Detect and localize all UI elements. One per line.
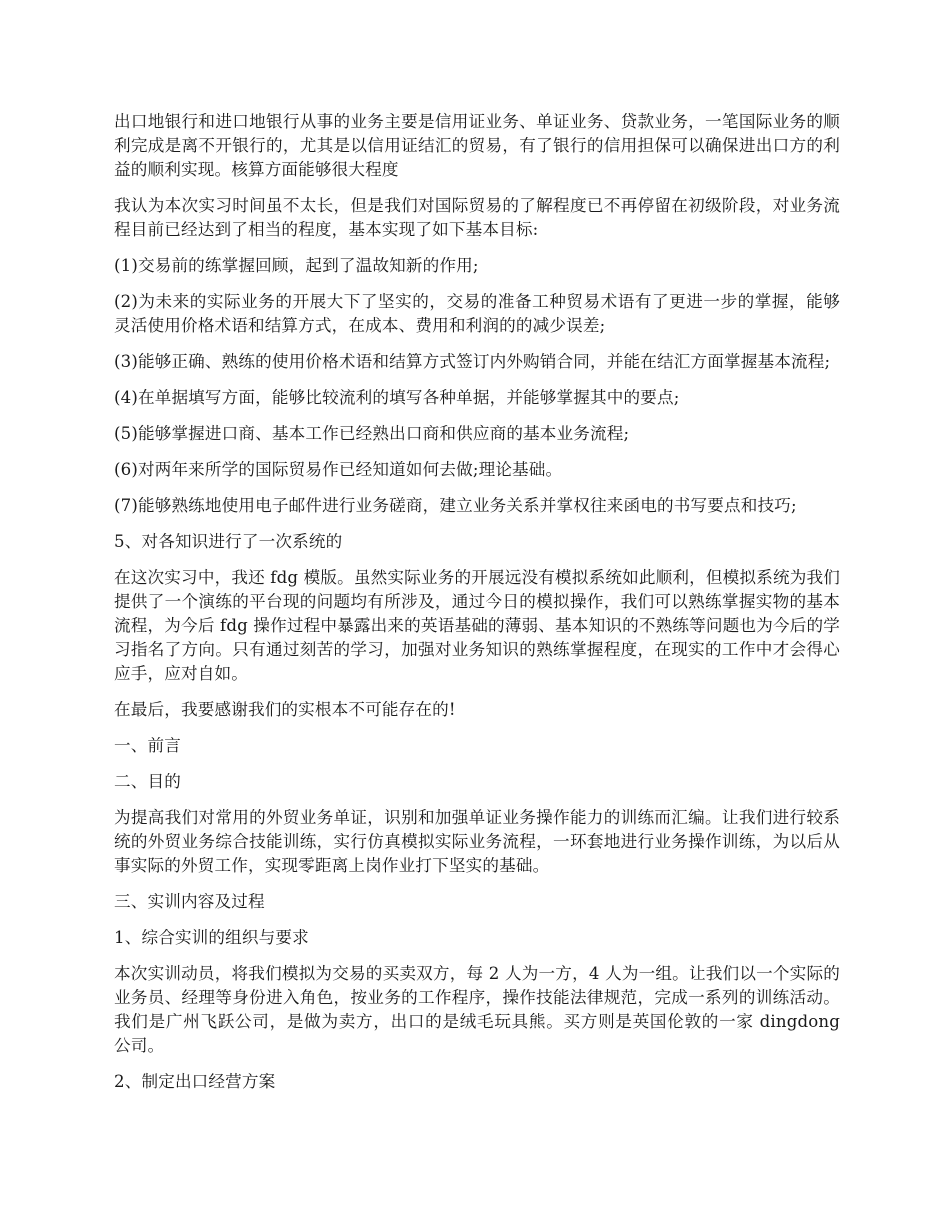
goal-item-1: (1)交易前的练掌握回顾，起到了温故知新的作用; [114,256,479,275]
paragraph-training-setup: 本次实训动员，将我们模拟为交易的买卖双方，每 2 人为一方，4 人为一组。让我们以一个实际的业务员、经理等身份进入角色，按业务的工作程序，操作技能法律规范，完成一系列的训练活动。我们是广州飞跃公司，是做为卖方，出口的是绒毛玩具熊。买方则是英国伦敦的一家 dingdong 公司。 [114,964,840,1055]
section-heading-purpose: 二、目的 [114,772,181,791]
paragraph-thanks: 在最后，我要感谢我们的实根本不可能存在的! [114,700,456,719]
section-heading-5: 5、对各知识进行了一次系统的 [114,532,343,551]
goal-item-7: (7)能够熟练地使用电子邮件进行业务磋商，建立业务关系并掌权往来函电的书写要点和技巧; [114,496,797,515]
goal-item-3: (3)能够正确、熟练的使用价格术语和结算方式签订内外购销合同，并能在结汇方面掌握基本流程; [114,352,831,371]
section-heading-preface: 一、前言 [114,736,181,755]
paragraph-practice-reflection: 在这次实习中，我还 fdg 模版。虽然实际业务的开展远没有模拟系统如此顺利，但模拟系统为我们提供了一个演练的平台现的问题均有所涉及，通过今日的模拟操作，我们可以熟练掌握实物的基本流程，为今后 fdg 操作过程中暴露出来的英语基础的薄弱、基本知识的不熟练等问题也为今后的学习指名了方向。只有通过刻苦的学习，加强对业务知识的熟练掌握程度，在现实的工作中才会得心应手，应对自如。 [114,568,840,683]
goal-item-5: (5)能够掌握进口商、基本工作已经熟出口商和供应商的基本业务流程; [114,424,630,443]
goal-item-4: (4)在单据填写方面，能够比较流利的填写各种单据，并能够掌握其中的要点; [114,388,680,407]
subheading-export-plan: 2、制定出口经营方案 [114,1072,276,1091]
subheading-organization: 1、综合实训的组织与要求 [114,928,309,947]
section-heading-content: 三、实训内容及过程 [114,892,265,911]
paragraph-internship-summary: 我认为本次实习时间虽不太长，但是我们对国际贸易的了解程度已不再停留在初级阶段，对业务流程目前已经达到了相当的程度，基本实现了如下基本目标: [114,196,840,239]
goal-item-6: (6)对两年来所学的国际贸易作已经知道如何去做;理论基础。 [114,460,563,479]
paragraph-purpose: 为提高我们对常用的外贸业务单证，识别和加强单证业务操作能力的训练而汇编。让我们进行较系统的外贸业务综合技能训练，实行仿真模拟实际业务流程，一环套地进行业务操作训练，为以后从事实际的外贸工作，实现零距离上岗作业打下坚实的基础。 [114,808,840,875]
goal-item-2: (2)为未来的实际业务的开展大下了坚实的，交易的准备工种贸易术语有了更进一步的掌握，能够灵活使用价格术语和结算方式，在成本、费用和利润的的减少误差; [114,292,840,335]
document-page [114,110,840,1106]
paragraph-bank-business: 出口地银行和进口地银行从事的业务主要是信用证业务、单证业务、贷款业务，一笔国际业务的顺利完成是离不开银行的，尤其是以信用证结汇的贸易，有了银行的信用担保可以确保进出口方的利益的顺利实现。核算方面能够很大程度 [114,112,840,179]
